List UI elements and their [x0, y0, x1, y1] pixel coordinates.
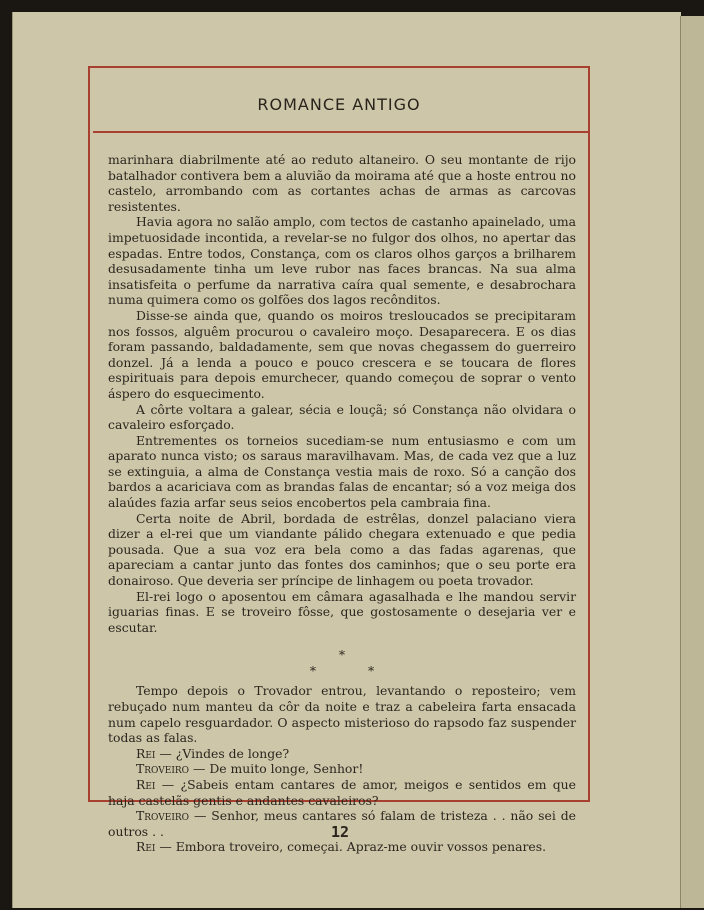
- dialogue-line: [108, 839, 576, 855]
- speaker-name: Rei: [136, 745, 156, 761]
- paragraph: marinhara diabrilmente até ao reduto altaneiro. O seu montante de rijo batalhador contivera bem a aluvião da moirama até que a hoste entrou no castelo, arrombando com as cortantes achas de armas as carcovas resistentes.: [108, 152, 576, 214]
- body-text: [108, 152, 576, 855]
- page-title: ROMANCE ANTIGO: [257, 95, 421, 114]
- speaker-name: Rei: [136, 776, 156, 792]
- section-separator: [108, 647, 576, 679]
- dialogue-text: — ¿Vindes de longe?: [159, 745, 290, 761]
- dialogue-text: — Embora troveiro, começai. Apraz-me ouvir vossos penares.: [159, 839, 547, 855]
- dialogue-line: [108, 746, 576, 762]
- dialogue-text: — Senhor, meus cantares só falam de tristeza . . não sei de outros . .: [108, 808, 576, 839]
- narration-paragraph: Tempo depois o Trovador entrou, levantando o reposteiro; vem rebuçado num manteu da côr da noite e traz a cabeleira farta ensacada num capelo resguardador. O aspecto misterioso do rapsodo faz suspender todas as falas.: [108, 683, 576, 746]
- separator-top-star: *: [338, 647, 346, 663]
- paragraph: El-rei logo o aposentou em câmara agasalhada e lhe mandou servir iguarias finas. E se troveiro fôsse, que gostosamente o desejaria ver e escutar.: [108, 588, 576, 635]
- header-divider: [93, 131, 588, 133]
- dialogue-text: — ¿Sabeis entam cantares de amor, meigos e sentidos em que haja castelãs gentis e andantes cavaleiros?: [108, 776, 576, 808]
- dialogue-text: — De muito longe, Senhor!: [193, 761, 364, 777]
- speaker-name: Rei: [136, 839, 156, 855]
- paragraph: Certa noite de Abril, bordada de estrêlas, donzel palaciano viera dizer a el-rei que um viandante pálido chegara extenuado e que pedia pousada. Que a sua voz era bela como a das fadas agarenas, que apareciam a cantar junto das fontes dos caminhos; que o seu porte era donairoso. Que deveria ser príncipe de linhagem ou poeta trovador.: [108, 510, 576, 589]
- next-page-edge: [680, 16, 704, 908]
- paragraph: Entrementes os torneios sucediam-se num entusiasmo e com um aparato nunca visto; os saraus maravilhavam. Mas, de cada vez que a luz se extinguia, a alma de Constança vestia mais de roxo. Só a canção dos bardos a acariciava com as brandas falas de encantar; só a voz meiga dos alaúdes fazia arfar seus seios encobertos pela cambraia fina.: [108, 432, 576, 511]
- paragraph: Havia agora no salão amplo, com tectos de castanho apainelado, uma impetuosidade incontida, a revelar-se no fulgor dos olhos, no apertar das espadas. Entre todos, Constança, com os claros olhos garços a brilharem desusadamente tinha um leve rubor nas faces brancas. Na sua alma insatisfeita o perfume da narrativa caíra qual semente, e desabrochara numa quimera como os golfões dos lagos recônditos.: [108, 214, 576, 308]
- dialogue-line: [108, 761, 576, 777]
- dialogue-line: [108, 777, 576, 808]
- page-number: 12: [330, 823, 350, 841]
- speaker-name: Troveiro: [136, 761, 190, 777]
- speaker-name: Troveiro: [136, 808, 190, 824]
- paragraph: Disse-se ainda que, quando os moiros tresloucados se precipitaram nos fossos, alguêm procurou o cavaleiro moço. Desaparecera. E os dias foram passando, baldadamente, sem que novas chegassem do guerreiro donzel. Já a lenda a pouco e pouco crescera e se toucara de flores espirituais para depois emurchecer, quando começou de soprar o vento áspero do esquecimento.: [108, 307, 576, 401]
- paragraph: A côrte voltara a galear, sécia e louçã; só Constança não olvidara o cavaleiro esforçado.: [108, 401, 576, 433]
- separator-bottom-stars: * *: [309, 663, 399, 679]
